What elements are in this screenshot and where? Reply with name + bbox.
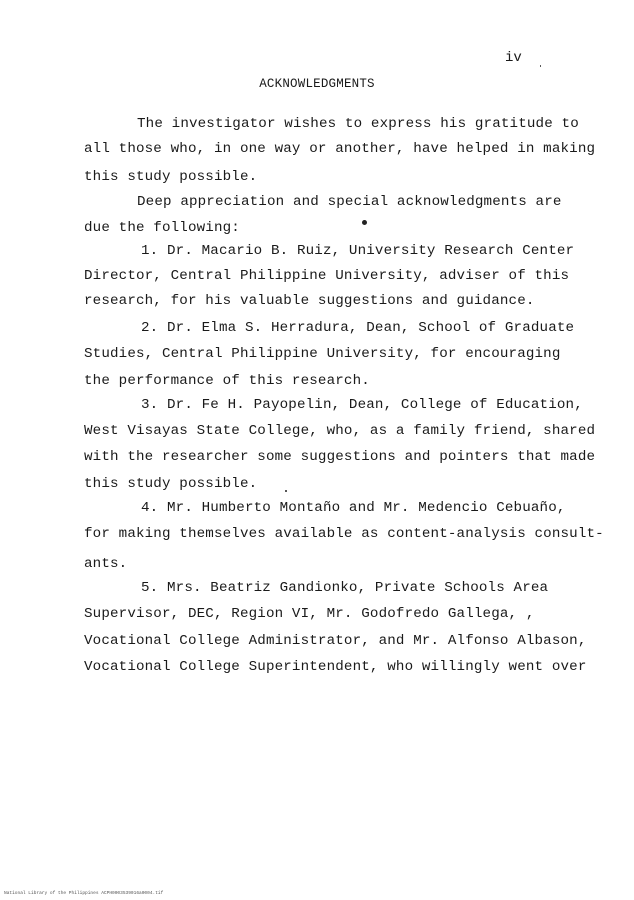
text-line: West Visayas State College, who, as a family friend, shared — [84, 423, 596, 439]
scan-speck — [540, 65, 541, 67]
text-line: for making themselves available as content-analysis consult- — [84, 526, 604, 542]
text-line: the performance of this research. — [84, 373, 370, 389]
text-line: ants. — [84, 556, 128, 572]
scan-speck — [362, 220, 367, 225]
text-line: 4. Mr. Humberto Montaño and Mr. Medencio Cebuaño, — [141, 500, 566, 516]
text-line: 2. Dr. Elma S. Herradura, Dean, School of Graduate — [141, 320, 575, 336]
text-line: due the following: — [84, 220, 240, 236]
text-line: with the researcher some suggestions and pointers that made — [84, 449, 596, 465]
scan-footer: National Library of the Philippines ACPH0003539016a0004.tif — [4, 891, 164, 896]
text-line: all those who, in one way or another, have helped in making — [84, 141, 596, 157]
text-line: 5. Mrs. Beatriz Gandionko, Private Schools Area — [141, 580, 549, 596]
text-line: Supervisor, DEC, Region VI, Mr. Godofredo Gallega, , — [84, 606, 535, 622]
text-line: this study possible. — [84, 476, 258, 492]
page-number: iv — [505, 50, 522, 66]
text-line: Vocational College Superintendent, who willingly went over — [84, 659, 587, 675]
page-title: ACKNOWLEDGMENTS — [259, 77, 375, 91]
scan-speck — [285, 490, 287, 492]
text-line: Studies, Central Philippine University, for encouraging — [84, 346, 561, 362]
text-line: Vocational College Administrator, and Mr. Alfonso Albason, — [84, 633, 587, 649]
text-line: this study possible. — [84, 169, 258, 185]
text-line: 3. Dr. Fe H. Payopelin, Dean, College of Education, — [141, 397, 583, 413]
text-line: The investigator wishes to express his gratitude to — [137, 116, 579, 132]
text-line: Director, Central Philippine University, adviser of this — [84, 268, 570, 284]
text-line: Deep appreciation and special acknowledgments are — [137, 194, 562, 210]
text-line: research, for his valuable suggestions and guidance. — [84, 293, 535, 309]
text-line: 1. Dr. Macario B. Ruiz, University Research Center — [141, 243, 575, 259]
